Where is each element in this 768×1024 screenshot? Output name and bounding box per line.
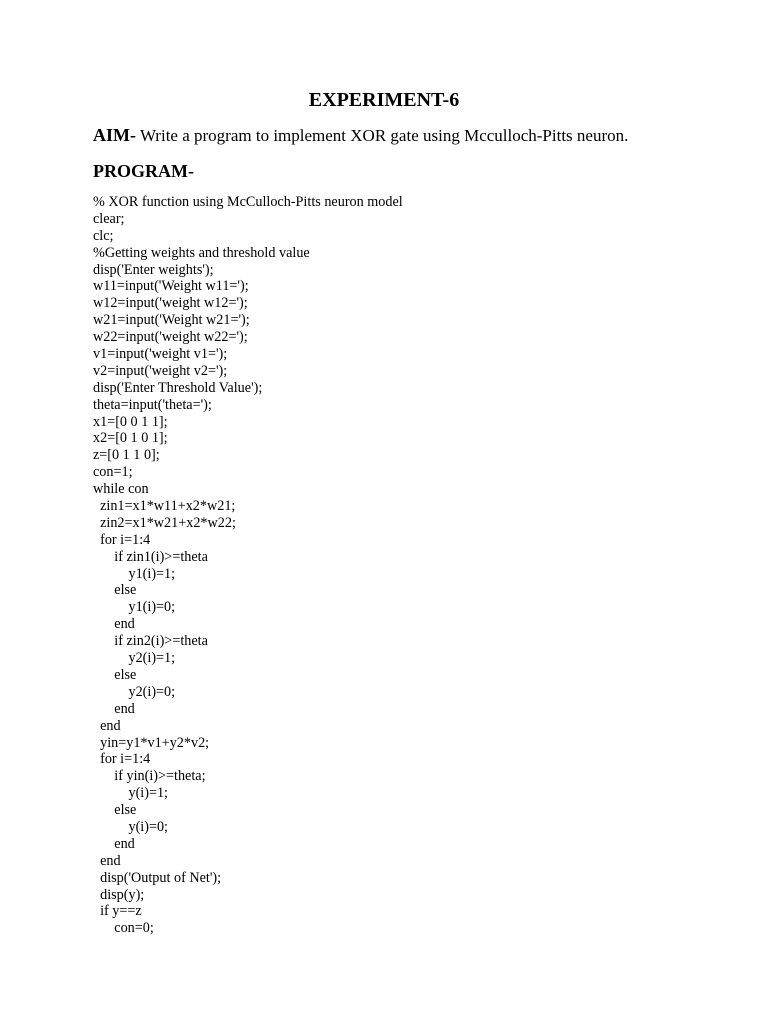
code-line: end [93, 700, 135, 717]
code-line: y2(i)=0; [93, 683, 176, 700]
code-line: if y==z [93, 903, 142, 920]
code-line: clear; [93, 210, 125, 227]
code-line: end [93, 616, 135, 633]
aim-statement [93, 124, 753, 147]
code-line: zin2=x1*w21+x2*w22; [93, 514, 236, 531]
code-line: % XOR function using McCulloch-Pitts neuron model [93, 194, 403, 210]
aim-label: AIM- [93, 125, 136, 145]
code-line: for i=1:4 [93, 531, 151, 548]
code-line: disp('Enter weights'); [93, 261, 214, 278]
code-line: v1=input('weight v1='); [93, 346, 228, 363]
code-line: y2(i)=1; [93, 650, 176, 667]
code-line: w21=input('Weight w21='); [93, 312, 250, 329]
code-line: while con [93, 481, 149, 498]
code-line: yin=y1*v1+y2*v2; [93, 734, 210, 751]
code-line: y(i)=0; [93, 818, 168, 835]
code-line: for i=1:4 [93, 751, 151, 768]
code-line: w22=input('weight w22='); [93, 329, 248, 346]
code-line: end [93, 852, 121, 869]
page-title: EXPERIMENT-6 [308, 89, 460, 111]
code-line: disp(y); [93, 886, 145, 903]
code-line: zin1=x1*w11+x2*w21; [93, 498, 236, 515]
code-line: con=0; [93, 920, 154, 937]
code-listing [93, 194, 713, 937]
code-line: end [93, 835, 135, 852]
code-line: if yin(i)>=theta; [93, 768, 206, 785]
code-line: z=[0 1 1 0]; [93, 447, 160, 464]
code-line: else [93, 666, 137, 683]
code-line: theta=input('theta='); [93, 396, 212, 413]
code-line: else [93, 582, 137, 599]
code-line: end [93, 717, 121, 734]
code-line: con=1; [93, 464, 133, 481]
code-line: y1(i)=0; [93, 599, 176, 616]
code-line: x1=[0 0 1 1]; [93, 413, 168, 430]
code-line: clc; [93, 227, 114, 244]
code-line: disp('Output of Net'); [93, 869, 222, 886]
code-line: if zin1(i)>=theta [93, 548, 208, 565]
code-line: w11=input('Weight w11='); [93, 278, 249, 295]
code-line: w12=input('weight w12='); [93, 295, 248, 312]
code-line: x2=[0 1 0 1]; [93, 430, 168, 447]
code-line: y1(i)=1; [93, 565, 176, 582]
code-line: disp('Enter Threshold Value'); [93, 379, 263, 396]
code-line: if zin2(i)>=theta [93, 633, 208, 650]
code-line: %Getting weights and threshold value [93, 244, 310, 261]
code-line: v2=input('weight v2='); [93, 362, 228, 379]
aim-text: Write a program to implement XOR gate using Mcculloch-Pitts neuron. [136, 126, 629, 145]
program-heading: PROGRAM- [93, 161, 194, 181]
code-line: y(i)=1; [93, 785, 168, 802]
code-line: else [93, 802, 137, 819]
